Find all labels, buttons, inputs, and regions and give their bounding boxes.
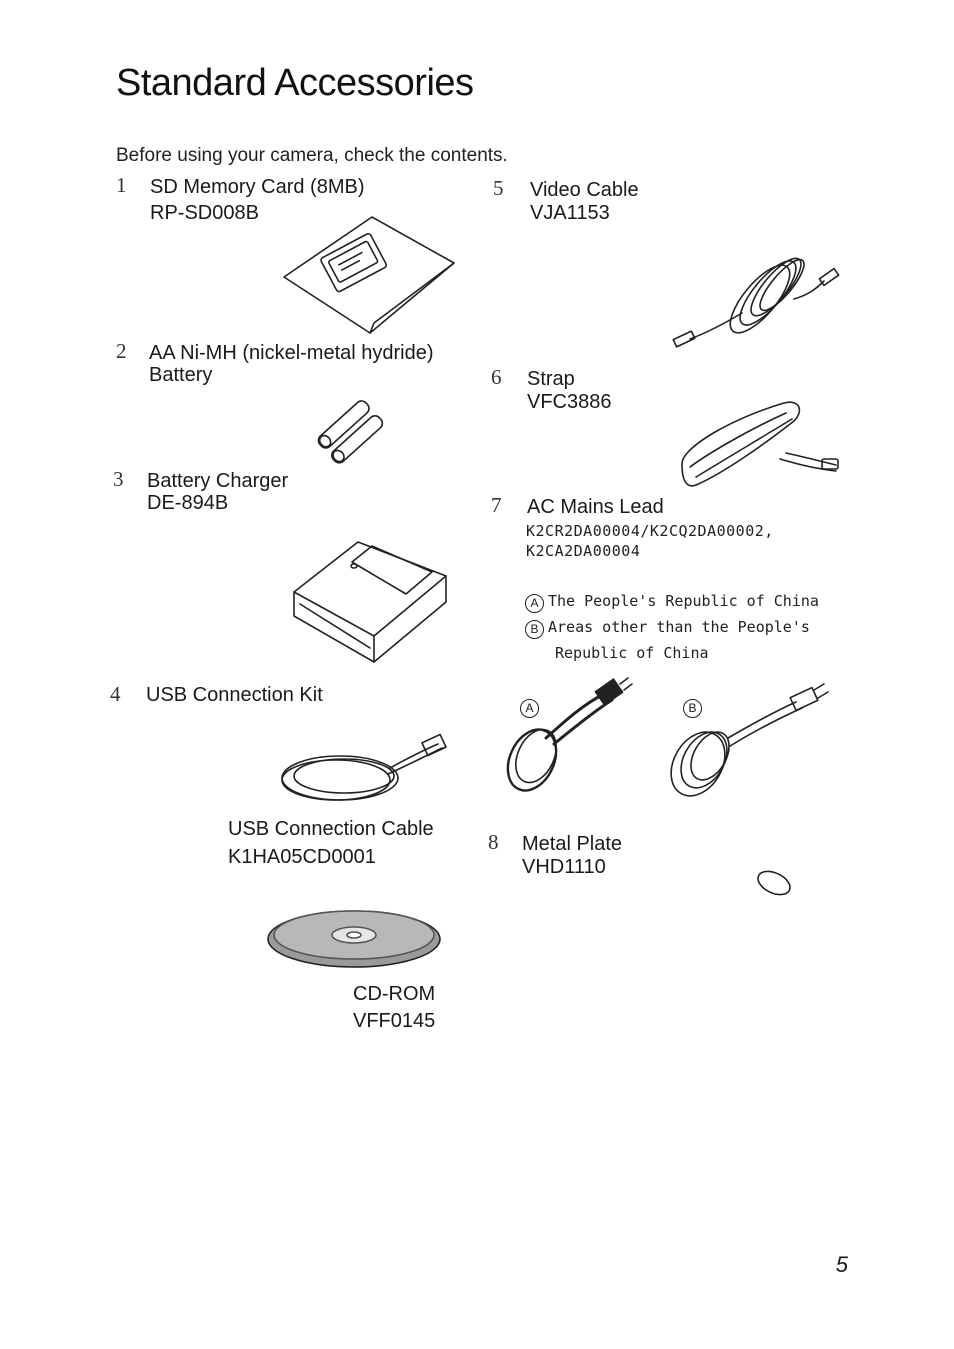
note-a-mark: A (525, 594, 544, 613)
item-4-number: 4 (110, 682, 121, 706)
battery-charger-illustration (290, 532, 450, 664)
item-2-name-line2: Battery (149, 364, 213, 386)
item-6-code: VFC3886 (527, 391, 612, 413)
item-8-name: Metal Plate (522, 833, 623, 855)
item-3-number: 3 (113, 467, 124, 491)
page-title: Standard Accessories (116, 62, 474, 104)
note-a (525, 588, 819, 614)
metal-plate-illustration (752, 866, 796, 900)
intro-text: Before using your camera, check the contents. (116, 145, 508, 166)
item-8-code: VHD1110 (522, 856, 606, 878)
item-1-name: SD Memory Card (8MB) (150, 176, 365, 198)
item-6-name: Strap (527, 368, 575, 390)
item-1-code: RP-SD008B (150, 202, 259, 224)
item-7-name: AC Mains Lead (527, 496, 664, 518)
ac-lead-b-illustration (656, 678, 832, 800)
note-a-text: The People's Republic of China (548, 592, 819, 610)
item-2-name: AA Ni-MH (nickel-metal hydride) (149, 342, 434, 364)
item-8-number: 8 (488, 830, 499, 854)
note-b-text: Areas other than the People's (548, 618, 810, 636)
usb-cable-code: K1HA05CD0001 (228, 846, 376, 868)
note-b-mark: B (525, 620, 544, 639)
usb-cable-name: USB Connection Cable (228, 818, 434, 840)
note-b-text-line2: Republic of China (555, 644, 709, 662)
item-2-number: 2 (116, 339, 127, 363)
item-3-name: Battery Charger (147, 470, 289, 492)
item-7-code: K2CR2DA00004/K2CQ2DA00002, (526, 522, 774, 540)
item-6-number: 6 (491, 365, 502, 389)
cdrom-code: VFF0145 (353, 1010, 436, 1032)
battery-illustration (308, 390, 392, 452)
note-b (525, 614, 810, 640)
cdrom-illustration (266, 905, 444, 973)
strap-illustration (676, 395, 842, 495)
item-1-number: 1 (116, 173, 127, 197)
plug-b-mark: B (683, 699, 702, 718)
video-cable-illustration (672, 245, 844, 353)
item-3-code: DE-894B (147, 492, 229, 514)
page-number: 5 (835, 1252, 848, 1277)
item-5-number: 5 (493, 176, 504, 200)
item-5-name: Video Cable (530, 179, 639, 201)
usb-cable-illustration (278, 730, 450, 808)
item-4-name: USB Connection Kit (146, 684, 323, 706)
item-7-number: 7 (491, 493, 502, 517)
ac-lead-a-illustration (496, 680, 636, 798)
cdrom-name: CD-ROM (353, 983, 436, 1005)
item-7-code-line2: K2CA2DA00004 (526, 542, 641, 560)
item-5-code: VJA1153 (530, 202, 610, 224)
plug-a-mark: A (520, 699, 539, 718)
sd-card-illustration (282, 215, 457, 337)
